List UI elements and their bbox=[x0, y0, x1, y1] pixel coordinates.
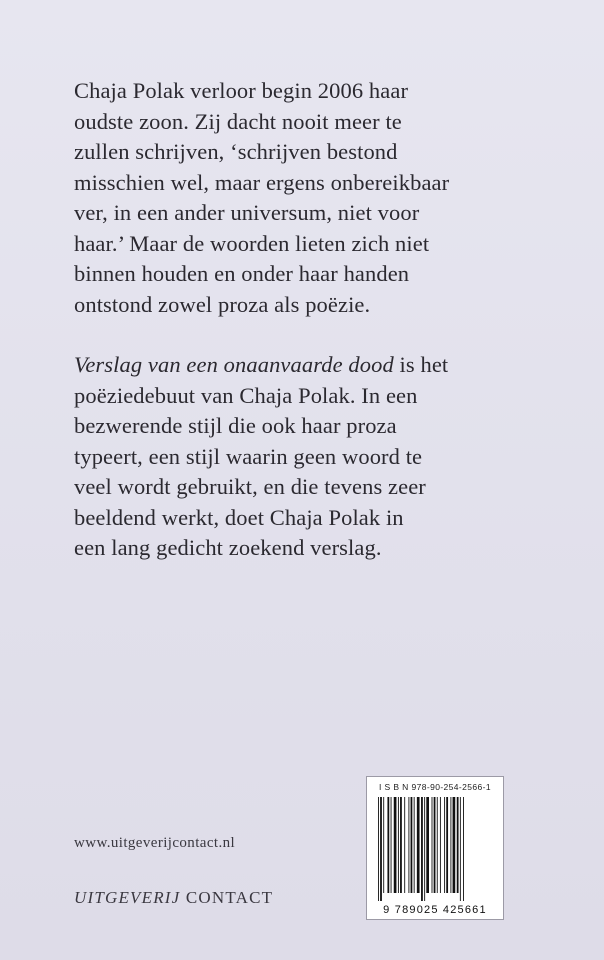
barcode-bar bbox=[394, 797, 397, 893]
barcode-bar bbox=[440, 797, 441, 893]
barcode-bar bbox=[421, 797, 423, 901]
blurb-line: oudste zoon. Zij dacht nooit meer te bbox=[74, 108, 402, 134]
barcode-bar bbox=[408, 797, 409, 893]
blurb-line bbox=[74, 350, 544, 381]
barcode-bar bbox=[453, 797, 456, 893]
barcode-bar bbox=[387, 797, 389, 893]
publisher-website: www.uitgeverijcontact.nl bbox=[74, 835, 236, 851]
blurb-line: Chaja Polak verloor begin 2006 haar bbox=[74, 78, 409, 103]
isbn-barcode bbox=[366, 776, 504, 920]
barcode-bar bbox=[414, 797, 415, 893]
barcode-bar bbox=[417, 797, 420, 893]
blurb-line: poëziedebuut van Chaja Polak. In een bbox=[74, 382, 418, 408]
blurb-paragraph-1 bbox=[74, 76, 544, 320]
barcode-bar bbox=[450, 797, 451, 893]
barcode-bar bbox=[434, 797, 436, 893]
barcode-bar bbox=[378, 797, 379, 901]
barcode-bar bbox=[391, 797, 392, 893]
ean-digits: 9 789025 425661 bbox=[371, 904, 499, 916]
blurb-line: ver, in een ander universum, niet voor bbox=[74, 200, 420, 225]
barcode-bar bbox=[463, 797, 464, 901]
barcode-bar bbox=[404, 797, 405, 893]
blurb-line: veel wordt gebruikt, en die tevens zeer bbox=[74, 474, 426, 499]
barcode-bar bbox=[383, 797, 384, 893]
barcode-bar bbox=[460, 797, 461, 901]
barcode-bar bbox=[444, 797, 445, 893]
barcode-bar bbox=[426, 797, 429, 893]
barcode-bar bbox=[400, 797, 402, 893]
barcode-bar bbox=[457, 797, 459, 893]
blurb-line: bezwerende stijl die ook haar proza bbox=[74, 413, 397, 438]
blurb-line: haar.’ Maar de woorden lieten zich niet bbox=[74, 230, 430, 256]
back-cover-blurb bbox=[74, 76, 544, 564]
barcode-bar bbox=[380, 797, 382, 901]
barcode-bar bbox=[398, 797, 399, 893]
blurb-line: beeldend werkt, doet Chaja Polak in bbox=[74, 504, 404, 530]
barcode-bar bbox=[446, 797, 448, 893]
blurb-line: ontstond zowel proza als poëzie. bbox=[74, 291, 371, 317]
barcode-bar bbox=[432, 797, 433, 893]
publisher-name-regular: CONTACT bbox=[180, 888, 274, 907]
barcode-bar bbox=[437, 797, 438, 893]
book-title: Verslag van een onaanvaarde dood bbox=[74, 352, 394, 377]
barcode-bar bbox=[424, 797, 425, 901]
blurb-line: zullen schrijven, ‘schrijven bestond bbox=[74, 139, 398, 164]
publisher-logo bbox=[74, 888, 273, 908]
blurb-paragraph-2 bbox=[74, 350, 544, 564]
blurb-line: binnen houden en onder haar handen bbox=[74, 261, 410, 286]
barcode-bars bbox=[377, 797, 497, 901]
publisher-name-italic: UITGEVERIJ bbox=[74, 888, 181, 907]
blurb-line: misschien wel, maar ergens onbereikbaar bbox=[74, 169, 450, 195]
blurb-line: een lang gedicht zoekend verslag. bbox=[74, 535, 382, 560]
blurb-line-rest: is het bbox=[393, 352, 449, 377]
isbn-label: I S B N 978-90-254-2566-1 bbox=[378, 782, 492, 792]
barcode-bar bbox=[411, 797, 413, 893]
blurb-line: typeert, een stijl waarin geen woord te bbox=[74, 443, 423, 469]
